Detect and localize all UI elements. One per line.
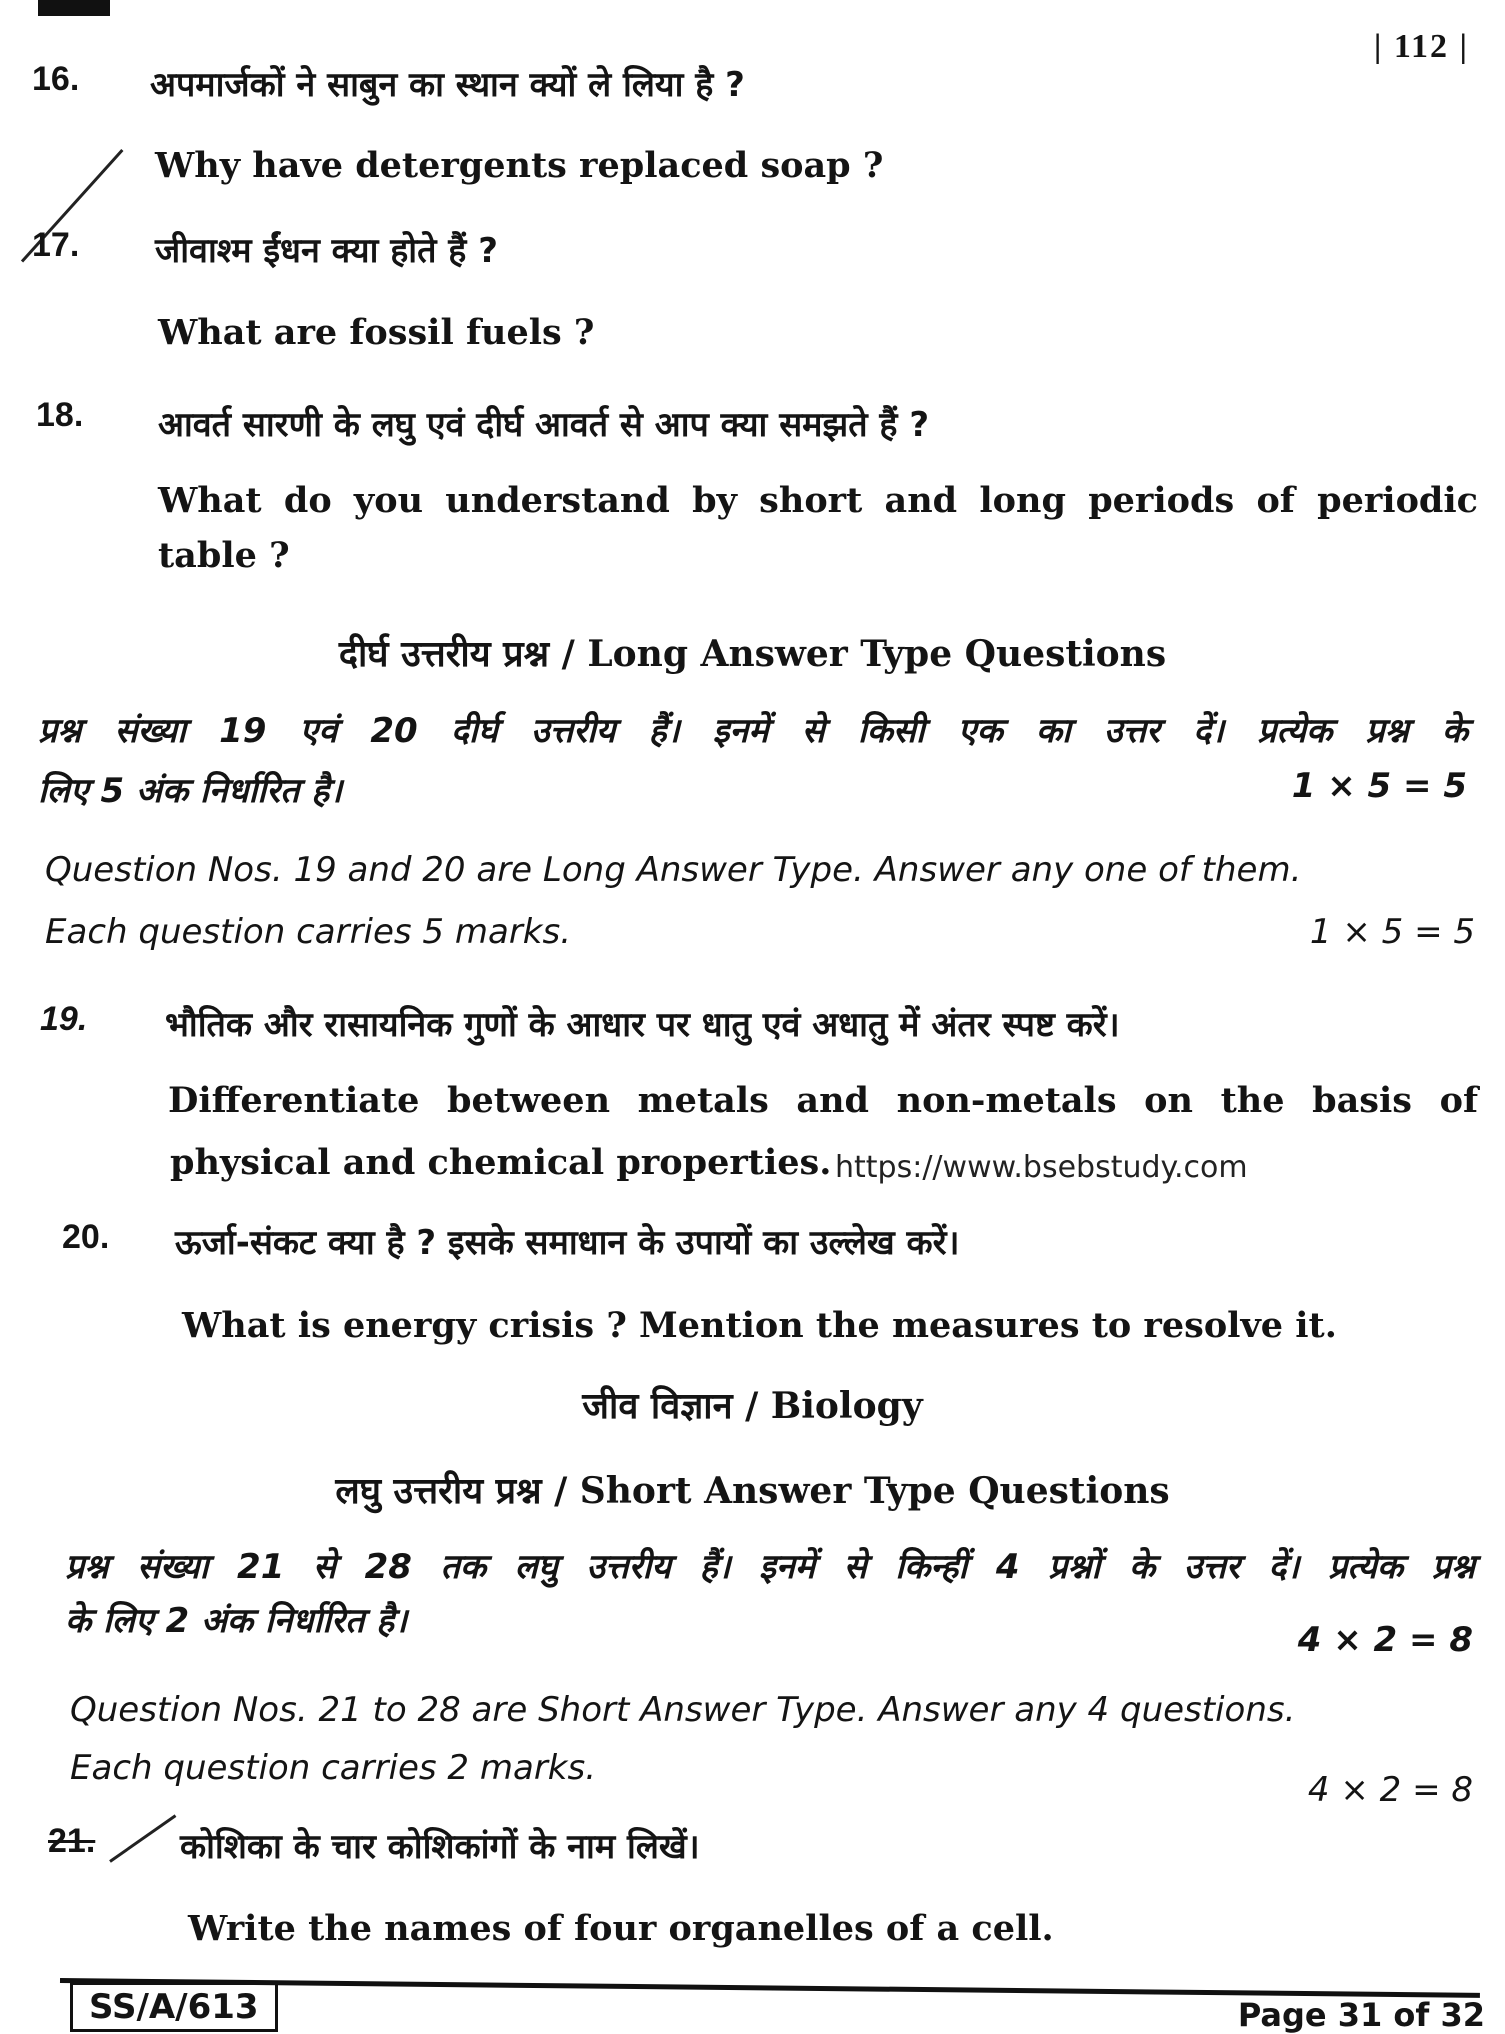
question-17-english: What are fossil fuels ? (158, 312, 595, 353)
page-number: Page 31 of 32 (1237, 1996, 1485, 2034)
question-21-hindi: कोशिका के चार कोशिकांगों के नाम लिखें। (180, 1827, 700, 1867)
question-number-18: 18. (36, 396, 84, 434)
short-instructions-hindi-line2: के लिए 2 अंक निर्धारित है। (65, 1601, 408, 1641)
question-20-english: What is energy crisis ? Mention the measures to resolve it. (182, 1305, 1337, 1346)
paper-code-box: SS/A/613 (70, 1982, 278, 2032)
question-number-16: 16. (32, 60, 80, 98)
long-instructions-english-line1: Question Nos. 19 and 20 are Long Answer Type. Answer any one of them. (45, 850, 1302, 890)
question-19-english-line2: physical and chemical properties. (170, 1142, 832, 1183)
question-number-17: 17. (32, 226, 80, 264)
corner-mark (38, 0, 110, 16)
long-instructions-hindi-line1: प्रश्न संख्या 19 एवं 20 दीर्घ उत्तरीय हैं। इनमें से किसी एक का उत्तर दें। प्रत्येक प्रश्न के (38, 711, 1468, 751)
question-number-21: 21. (48, 1822, 96, 1860)
question-21-english: Write the names of four organelles of a cell. (188, 1908, 1054, 1949)
question-19-hindi: भौतिक और रासायनिक गुणों के आधार पर धातु एवं अधातु में अंतर स्पष्ट करें। (165, 1005, 1120, 1045)
question-20-hindi: ऊर्जा-संकट क्या है ? इसके समाधान के उपायों का उल्लेख करें। (175, 1223, 960, 1263)
question-17-hindi: जीवाश्म ईंधन क्या होते हैं ? (155, 231, 498, 271)
short-marks-english: 4 × 2 = 8 (1307, 1770, 1473, 1810)
question-18-english-line2: table ? (158, 535, 290, 576)
question-19-english-line1: Differentiate between metals and non-metals on the basis of (168, 1080, 1478, 1121)
biology-heading: जीव विज्ञान / Biology (582, 1385, 923, 1427)
short-instructions-english-line1: Question Nos. 21 to 28 are Short Answer Type. Answer any 4 questions. (70, 1690, 1296, 1730)
check-mark-icon (109, 1814, 176, 1862)
question-number-19: 19. (40, 1000, 88, 1038)
long-marks-hindi: 1 × 5 = 5 (1291, 766, 1467, 806)
long-marks-english: 1 × 5 = 5 (1309, 912, 1475, 952)
question-16-english: Why have detergents replaced soap ? (155, 145, 884, 186)
short-instructions-hindi-line1: प्रश्न संख्या 21 से 28 तक लघु उत्तरीय हैं। इनमें से किन्हीं 4 प्रश्नों के उत्तर दें। प्रत्येक प्रश्न (65, 1547, 1475, 1587)
question-number-20: 20. (62, 1218, 110, 1256)
short-instructions-english-line2: Each question carries 2 marks. (70, 1748, 597, 1788)
question-18-hindi: आवर्त सारणी के लघु एवं दीर्घ आवर्त से आप क्या समझते हैं ? (158, 405, 930, 445)
long-answer-heading: दीर्घ उत्तरीय प्रश्न / Long Answer Type Questions (338, 633, 1167, 675)
long-instructions-hindi-line2: लिए 5 अंक निर्धारित है। (38, 771, 343, 811)
long-instructions-english-line2: Each question carries 5 marks. (45, 912, 572, 952)
short-answer-heading: लघु उत्तरीय प्रश्न / Short Answer Type Questions (335, 1470, 1170, 1512)
short-marks-hindi: 4 × 2 = 8 (1297, 1620, 1473, 1660)
watermark-link[interactable]: https://www.bsebstudy.com (835, 1150, 1248, 1185)
question-18-english-line1: What do you understand by short and long periods of periodic (158, 480, 1478, 521)
question-16-hindi: अपमार्जकों ने साबुन का स्थान क्यों ले लिया है ? (150, 65, 745, 105)
page-code: | 112 | (1373, 28, 1469, 65)
